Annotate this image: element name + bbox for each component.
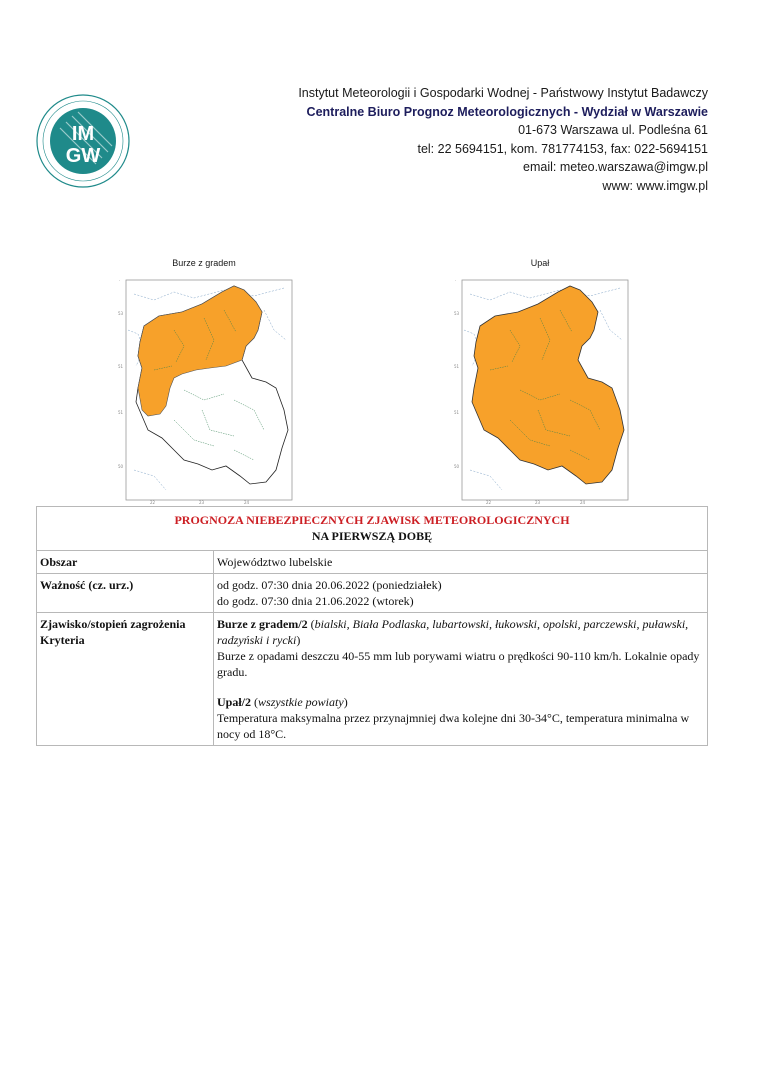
map-storms xyxy=(114,270,294,506)
header-bureau: Centralne Biuro Prognoz Meteorologicznych - Wydział w Warszawie xyxy=(306,104,708,119)
storm-counties: bialski, Biała Podlaska, lubartowski, łukowski, opolski, parczewski, puławski, radzyński i rycki xyxy=(217,617,689,647)
criteria-label: Kryteria xyxy=(40,633,85,647)
svg-text:50: 50 xyxy=(118,464,124,469)
svg-text:23: 23 xyxy=(199,500,205,505)
validity-label: Ważność (cz. urz.) xyxy=(37,574,214,613)
header-address: 01-673 Warszawa ul. Podleśna 61 xyxy=(518,123,708,138)
header-phone: tel: 22 5694151, kom. 781774153, fax: 022-5694151 xyxy=(417,141,708,156)
header-institute: Instytut Meteorologii i Gospodarki Wodnej - Państwowy Instytut Badawczy xyxy=(298,86,708,100)
heat-heading: Upał/2 xyxy=(217,695,252,709)
svg-text:·: · xyxy=(455,278,457,283)
storm-warning xyxy=(217,616,704,648)
warning-table xyxy=(36,506,708,746)
phenomenon-label-cell xyxy=(37,613,214,746)
logo-text-top: IM xyxy=(71,123,95,145)
svg-text:24: 24 xyxy=(580,500,586,505)
svg-text:22: 22 xyxy=(150,500,156,505)
header-website: www: www.imgw.pl xyxy=(602,178,708,193)
heat-warning xyxy=(217,694,704,710)
svg-text:50: 50 xyxy=(454,464,460,469)
map-title-storms: Burze z gradem xyxy=(172,258,236,268)
svg-text:53: 53 xyxy=(118,311,124,316)
storm-paren-close: ) xyxy=(296,633,301,647)
map-heat xyxy=(450,270,630,506)
heat-counties: wszystkie powiaty xyxy=(258,695,344,709)
phenomenon-details xyxy=(214,613,708,746)
storm-heading: Burze z gradem/2 xyxy=(217,617,308,631)
svg-text:51: 51 xyxy=(118,410,124,415)
svg-text:22: 22 xyxy=(486,500,492,505)
heat-description: Temperatura maksymalna przez przynajmniej dwa kolejne dni 30-34°C, temperatura minimalna w nocy od 18°C. xyxy=(217,711,690,741)
storm-paren-open: ( xyxy=(307,617,315,631)
institution-header xyxy=(298,84,708,196)
svg-text:24: 24 xyxy=(244,500,250,505)
header-email: email: meteo.warszawa@imgw.pl xyxy=(523,160,708,175)
svg-text:23: 23 xyxy=(535,500,541,505)
area-value: Województwo lubelskie xyxy=(214,551,708,574)
area-label: Obszar xyxy=(37,551,214,574)
heat-paren-close: ) xyxy=(343,695,348,709)
validity-value xyxy=(214,574,708,613)
validity-to: do godz. 07:30 dnia 21.06.2022 (wtorek) xyxy=(217,594,414,608)
svg-text:53: 53 xyxy=(454,311,460,316)
heat-paren-open: ( xyxy=(251,695,259,709)
phenomenon-label: Zjawisko/stopień zagrożenia xyxy=(40,617,186,631)
svg-text:51: 51 xyxy=(454,364,460,369)
logo-text-bottom: GW xyxy=(65,145,101,167)
svg-text:·: · xyxy=(119,278,121,283)
svg-text:51: 51 xyxy=(454,410,460,415)
warning-title-sub: NA PIERWSZĄ DOBĘ xyxy=(311,529,433,543)
validity-from: od godz. 07:30 dnia 20.06.2022 (poniedziałek) xyxy=(217,578,442,592)
map-title-heat: Upał xyxy=(530,258,550,268)
warning-title xyxy=(37,507,708,551)
warning-title-main: PROGNOZA NIEBEZPIECZNYCH ZJAWISK METEOROLOGICZNYCH xyxy=(174,513,570,527)
svg-text:51: 51 xyxy=(118,364,124,369)
storm-description: Burze z opadami deszczu 40-55 mm lub porywami wiatru o prędkości 90-110 km/h. Lokalnie opady gradu. xyxy=(217,649,700,679)
imgw-logo xyxy=(36,94,130,188)
